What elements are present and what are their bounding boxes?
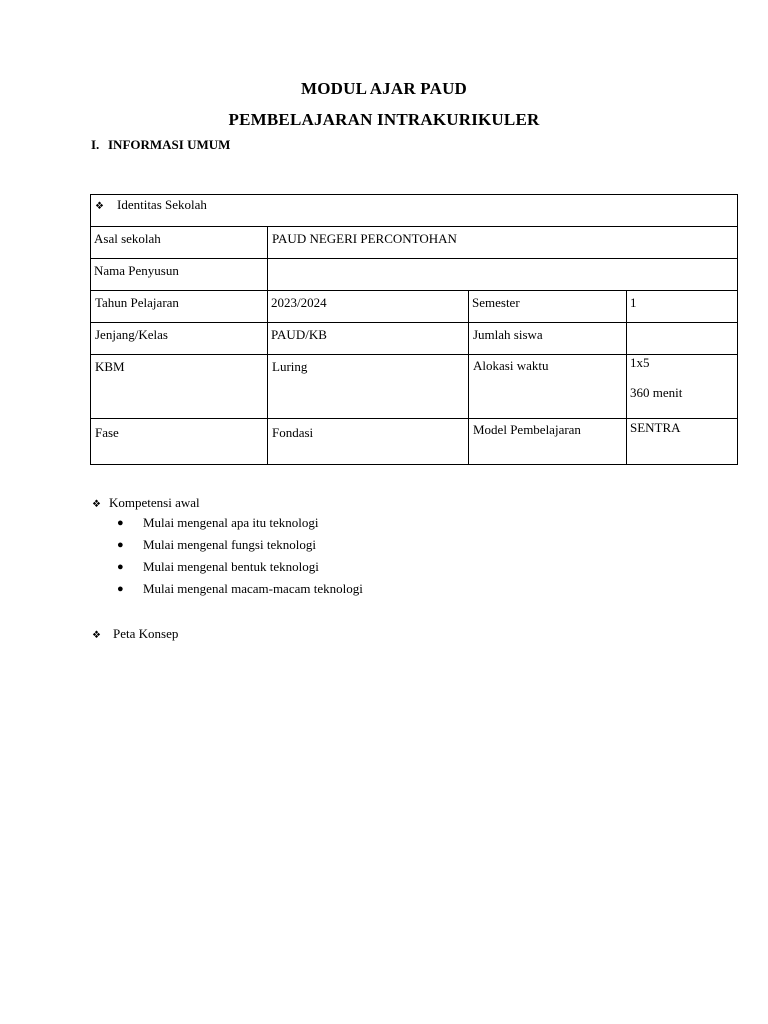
asal-sekolah-value: PAUD NEGERI PERCONTOHAN — [268, 227, 738, 259]
table-row — [91, 419, 738, 465]
bullet-icon: ● — [117, 517, 124, 529]
alokasi-waktu-minutes: 360 menit — [630, 385, 683, 400]
list-item-text: Mulai mengenal apa itu teknologi — [143, 515, 319, 530]
list-item-text: Mulai mengenal macam-macam teknologi — [143, 581, 363, 596]
competency-list — [91, 515, 363, 603]
tahun-pelajaran-value: 2023/2024 — [268, 291, 469, 323]
identity-heading-cell — [91, 195, 738, 227]
kbm-label: KBM — [91, 355, 268, 419]
list-item — [91, 559, 319, 581]
diamond-bullet-icon: ❖ — [92, 630, 101, 641]
bullet-icon: ● — [117, 561, 124, 573]
jumlah-siswa-label: Jumlah siswa — [469, 323, 627, 355]
jenjang-kelas-label: Jenjang/Kelas — [91, 323, 268, 355]
competency-heading: Kompetensi awal — [109, 495, 200, 510]
identity-heading: Identitas Sekolah — [117, 197, 207, 212]
alokasi-waktu-value: 1x5 — [630, 355, 650, 370]
list-item-text: Mulai mengenal fungsi teknologi — [143, 537, 316, 552]
competency-section — [91, 495, 363, 603]
tahun-pelajaran-label: Tahun Pelajaran — [91, 291, 268, 323]
table-row — [91, 323, 738, 355]
jenjang-kelas-value: PAUD/KB — [268, 323, 469, 355]
nama-penyusun-label: Nama Penyusun — [91, 259, 268, 291]
bullet-icon: ● — [117, 583, 124, 595]
model-pembelajaran-label: Model Pembelajaran — [469, 419, 627, 465]
concept-map-section — [91, 626, 178, 642]
kbm-value: Luring — [268, 355, 469, 419]
semester-label: Semester — [469, 291, 627, 323]
list-item — [91, 515, 319, 537]
fase-value: Fondasi — [268, 419, 469, 465]
document-subtitle: PEMBELAJARAN INTRAKURIKULER — [228, 110, 540, 129]
asal-sekolah-label: Asal sekolah — [91, 227, 268, 259]
table-row — [91, 259, 738, 291]
model-pembelajaran-value: SENTRA — [627, 419, 738, 465]
section-number: I. — [91, 137, 100, 152]
fase-label: Fase — [91, 419, 268, 465]
table-row-heading — [91, 195, 738, 227]
list-item-text: Mulai mengenal bentuk teknologi — [143, 559, 319, 574]
table-row — [91, 227, 738, 259]
alokasi-waktu-label: Alokasi waktu — [469, 355, 627, 419]
list-item — [91, 537, 316, 559]
bullet-icon: ● — [117, 539, 124, 551]
nama-penyusun-value — [268, 259, 738, 291]
jumlah-siswa-value — [627, 323, 738, 355]
diamond-bullet-icon: ❖ — [95, 201, 104, 212]
school-identity-table — [90, 194, 738, 465]
section-title: INFORMASI UMUM — [108, 137, 231, 152]
table-row — [91, 355, 738, 419]
list-item — [91, 581, 363, 603]
concept-map-heading: Peta Konsep — [113, 626, 179, 641]
alokasi-waktu-cell — [627, 355, 738, 419]
semester-value: 1 — [627, 291, 738, 323]
competency-heading-row — [91, 495, 200, 515]
section-heading — [91, 137, 230, 153]
table-row — [91, 291, 738, 323]
document-title: MODUL AJAR PAUD — [300, 79, 468, 98]
diamond-bullet-icon: ❖ — [92, 499, 101, 510]
